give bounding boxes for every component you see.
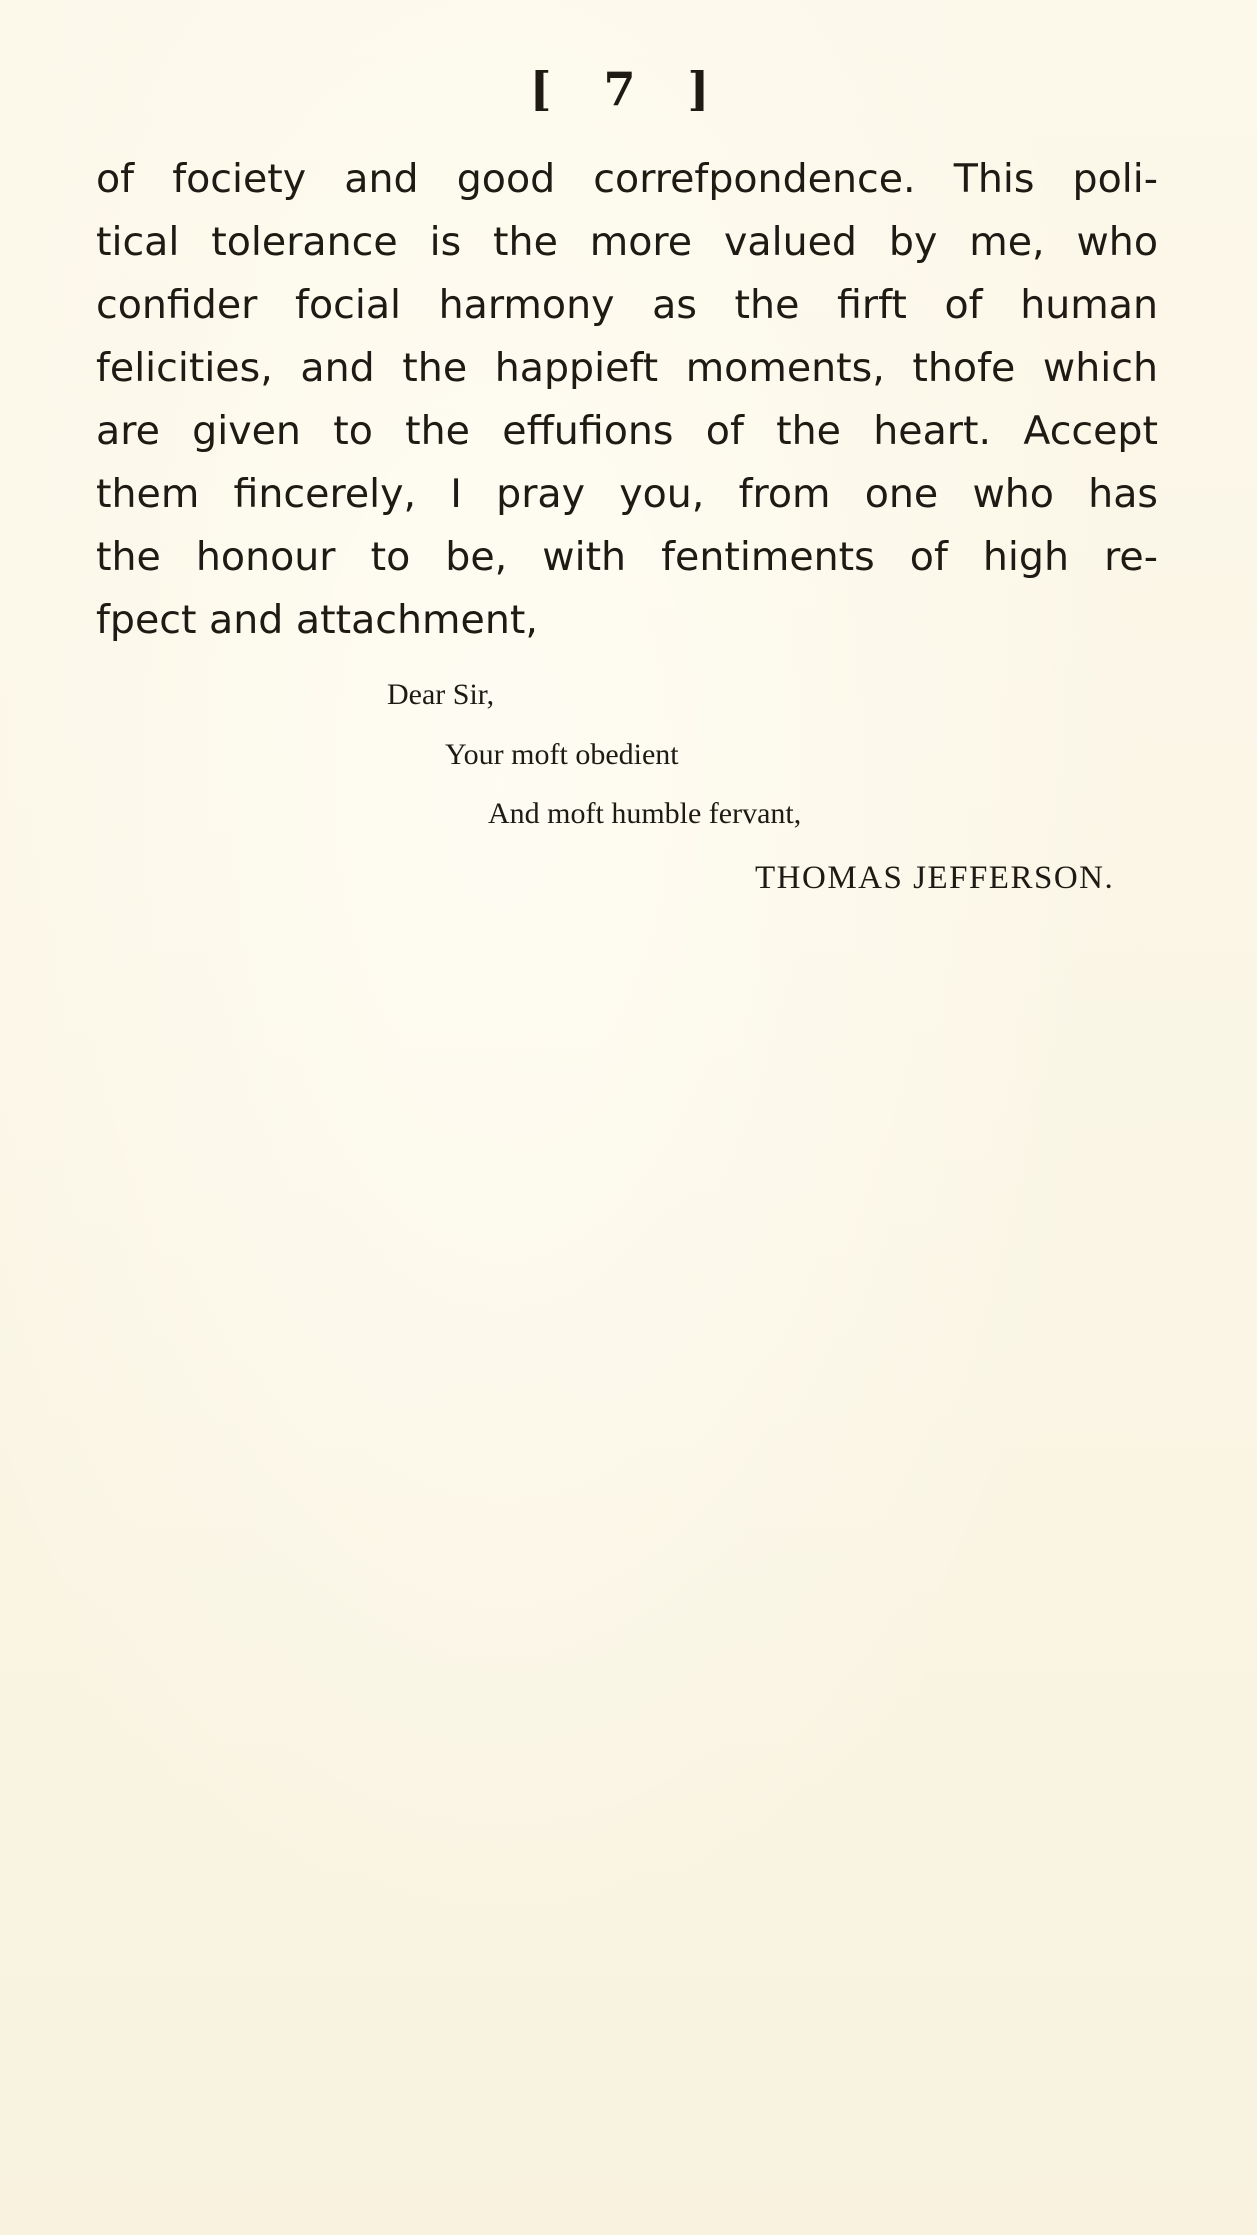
page-number: [ 7 ] <box>529 62 728 116</box>
text-line: them fincerely, I pray you, from one who has <box>96 471 1158 517</box>
letter-body <box>96 148 1158 652</box>
text-line: the honour to be, with fentiments of high re- <box>96 534 1158 580</box>
text-line: felicities, and the happieft moments, thofe which <box>96 345 1158 391</box>
text-line: are given to the effufions of the heart. Accept <box>96 408 1158 454</box>
text-line: of fociety and good correfpondence. This poli- <box>96 156 1158 202</box>
text-line: confider focial harmony as the firft of human <box>96 282 1158 328</box>
signature: THOMAS JEFFERSON. <box>755 860 1115 896</box>
closing-line-2: And moft humble fervant, <box>488 797 802 830</box>
text-line: fpect and attachment, <box>96 597 538 643</box>
text-line: tical tolerance is the more valued by me, who <box>96 219 1158 265</box>
salutation: Dear Sir, <box>387 678 495 711</box>
closing-line-1: Your moft obedient <box>445 738 679 771</box>
